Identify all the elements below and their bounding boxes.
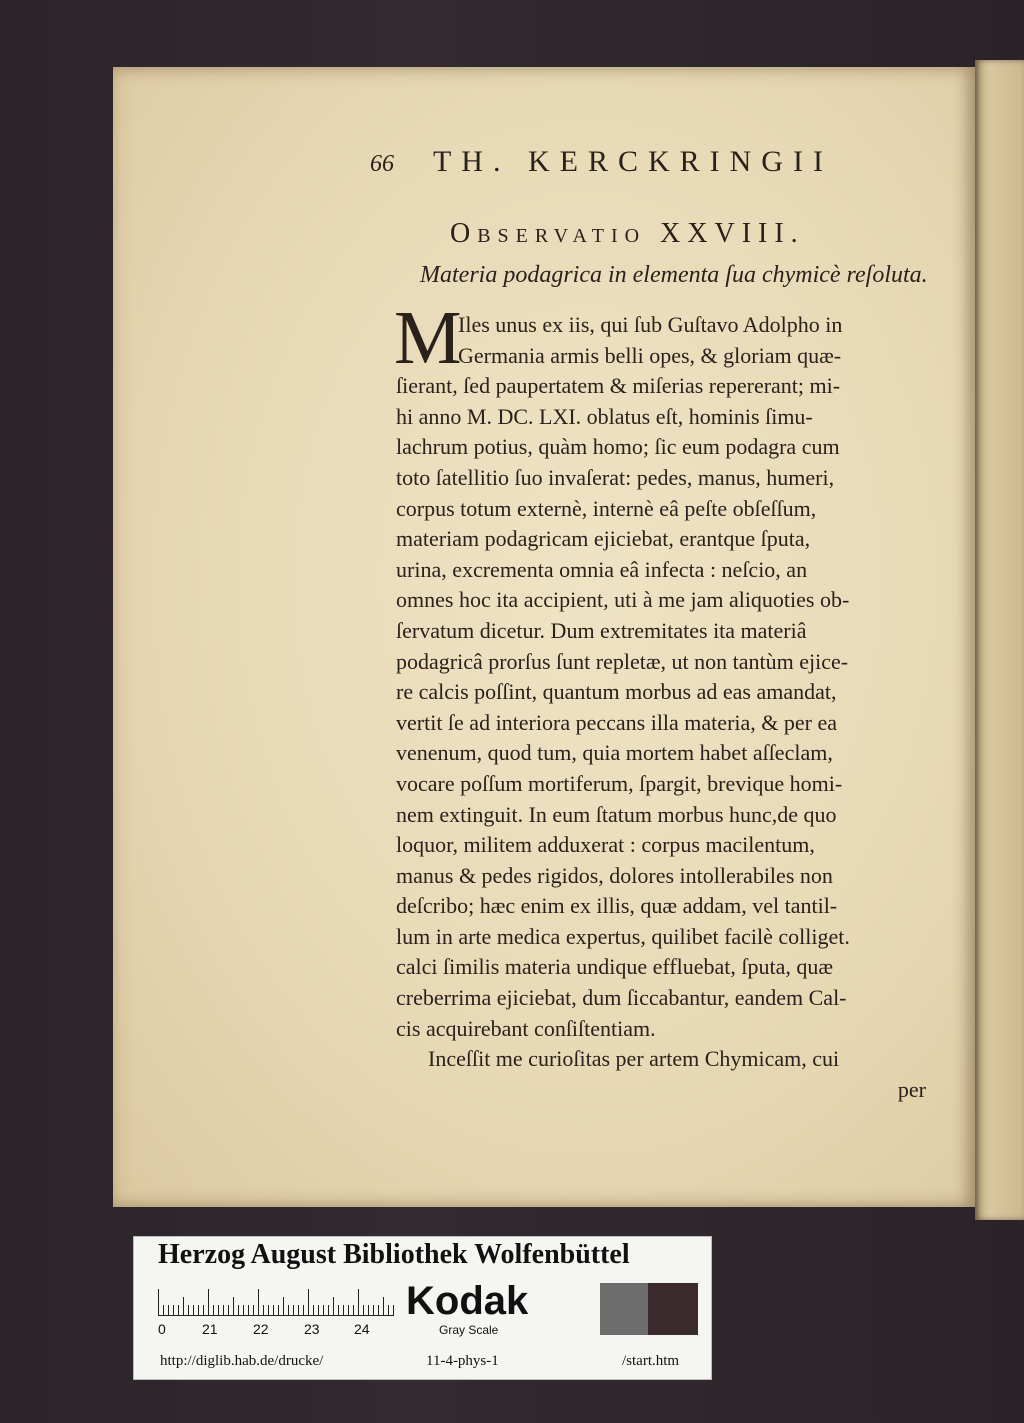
ruler-tick [263, 1305, 264, 1315]
ruler-tick [208, 1289, 209, 1315]
text-line: Iles unus ex iis, qui ſub Guſtavo Adolpho in [458, 312, 843, 337]
text-line: vocare poſſum mortiferum, ſpargit, brevique homi- [396, 770, 843, 796]
ruler-tick [378, 1305, 379, 1315]
ruler-tick [388, 1305, 389, 1315]
text-line: omnes hoc ita accipient, uti à me jam aliquoties ob- [396, 587, 850, 613]
text-line: materiam podagricam ejiciebat, erantque ſputa, [396, 526, 811, 552]
text-line: podagricâ prorſus ſunt repletæ, ut non tantùm ejice- [396, 648, 849, 674]
ruler-label: 0 [158, 1321, 166, 1337]
ruler-label: 21 [202, 1321, 218, 1337]
gray-scale-label: Gray Scale [439, 1323, 499, 1337]
text-line: manus & pedes rigidos, dolores intollerabiles non [396, 862, 833, 888]
ruler-tick [193, 1305, 194, 1315]
ruler-label: 22 [253, 1321, 269, 1337]
text-line: venenum, quod tum, quia mortem habet aſſeclam, [396, 740, 833, 766]
text-line: nem extinguit. In eum ſtatum morbus hunc,de quo [396, 801, 837, 827]
text-line: loquor, militem adduxerat : corpus macilentum, [396, 832, 815, 858]
ruler-tick [248, 1305, 249, 1315]
ruler-tick [343, 1305, 344, 1315]
ruler-tick [383, 1297, 384, 1315]
ruler-tick [278, 1305, 279, 1315]
ruler-tick [203, 1305, 204, 1315]
ruler-tick [368, 1305, 369, 1315]
ruler-tick [288, 1305, 289, 1315]
url-right: /start.htm [622, 1353, 680, 1369]
running-head [370, 145, 890, 179]
text-line: Inceſſit me curioſitas per artem Chymicam, cui [428, 1046, 840, 1072]
text-line: calci ſimilis materia undique effluebat, ſputa, quæ [396, 954, 834, 980]
running-head-title: TH. KERCKRINGII [432, 145, 833, 178]
ruler-tick [228, 1305, 229, 1315]
text-line: re calcis poſſint, quantum morbus ad eas amandat, [396, 679, 837, 705]
ruler-tick [338, 1305, 339, 1315]
ruler-tick [168, 1305, 169, 1315]
ruler-tick [213, 1305, 214, 1315]
ruler-tick [393, 1305, 394, 1315]
ruler-tick [163, 1305, 164, 1315]
ruler-tick [238, 1305, 239, 1315]
ruler-tick [298, 1305, 299, 1315]
ruler-tick [243, 1305, 244, 1315]
text-line: cis acquirebant conſiſtentiam. [396, 1015, 656, 1041]
text-line: ſierant, ſed paupertatem & miſerias repererant; mi- [396, 373, 841, 399]
color-target-card [133, 1236, 712, 1380]
observation-title: Observatio XXVIII. [450, 218, 805, 249]
text-line: ſervatum dicetur. Dum extremitates ita materiâ [396, 617, 807, 643]
ruler-tick [158, 1289, 159, 1315]
ruler-tick [293, 1305, 294, 1315]
page-number: 66 [370, 151, 394, 177]
ruler-label: 23 [304, 1321, 320, 1337]
gray-swatch [600, 1283, 648, 1335]
catchword: per [897, 1076, 926, 1102]
body-text [396, 310, 936, 1105]
ruler-tick [358, 1289, 359, 1315]
gray-swatch [648, 1283, 698, 1335]
ruler-tick [183, 1297, 184, 1315]
ruler-tick [178, 1305, 179, 1315]
ruler-tick [373, 1305, 374, 1315]
ruler-tick [218, 1305, 219, 1315]
ruler-tick [353, 1305, 354, 1315]
ruler-labels [154, 1321, 404, 1341]
next-page-edge [975, 60, 1024, 1220]
ruler-tick [318, 1305, 319, 1315]
kodak-logo: Kodak [406, 1279, 529, 1323]
ruler-tick [198, 1305, 199, 1315]
text-line: deſcribo; hæc enim ex illis, quæ addam, vel tantil- [396, 893, 838, 919]
ruler-tick [188, 1305, 189, 1315]
text-line: vertit ſe ad interiora peccans illa materia, & per ea [396, 709, 837, 735]
ruler-tick [283, 1297, 284, 1315]
url-mid: 11-4-phys-1 [426, 1353, 499, 1369]
ruler-tick [328, 1305, 329, 1315]
ruler-tick [173, 1305, 174, 1315]
drop-cap: M [394, 296, 462, 380]
ruler-label: 24 [354, 1321, 370, 1337]
ruler-tick [273, 1305, 274, 1315]
ruler-tick [268, 1305, 269, 1315]
ruler-tick [223, 1305, 224, 1315]
ruler-tick [363, 1305, 364, 1315]
ruler-tick [253, 1305, 254, 1315]
text-line: lachrum potius, quàm homo; ſic eum podagra cum [396, 434, 840, 460]
text-line: lum in arte medica expertus, quilibet facilè colliget. [396, 923, 850, 949]
ruler-tick [348, 1305, 349, 1315]
ruler-tick [258, 1289, 259, 1315]
ruler-tick [323, 1305, 324, 1315]
text-line: toto ſatellitio ſuo invaſerat: pedes, manus, humeri, [396, 464, 835, 490]
ruler-scale [158, 1285, 394, 1316]
text-line: creberrima ejiciebat, dum ſiccabantur, eandem Cal- [396, 985, 847, 1011]
text-line: urina, excrementa omnia eâ infecta : neſcio, an [396, 556, 808, 582]
text-line: corpus totum externè, internè eâ peſte obſeſſum, [396, 495, 817, 521]
text-line: hi anno M. DC. LXI. oblatus eſt, hominis ſimu- [396, 403, 813, 429]
ruler-tick [233, 1297, 234, 1315]
library-name: Herzog August Bibliothek Wolfenbüttel [158, 1239, 630, 1270]
ruler-tick [303, 1305, 304, 1315]
text-line: Germania armis belli opes, & gloriam quæ- [458, 342, 842, 368]
url-left: http://diglib.hab.de/drucke/ [160, 1353, 324, 1369]
observation-subtitle: Materia podagrica in elementa ſua chymicè reſoluta. [420, 262, 928, 288]
ruler-tick [313, 1305, 314, 1315]
ruler-tick [308, 1289, 309, 1315]
ruler-tick [333, 1297, 334, 1315]
